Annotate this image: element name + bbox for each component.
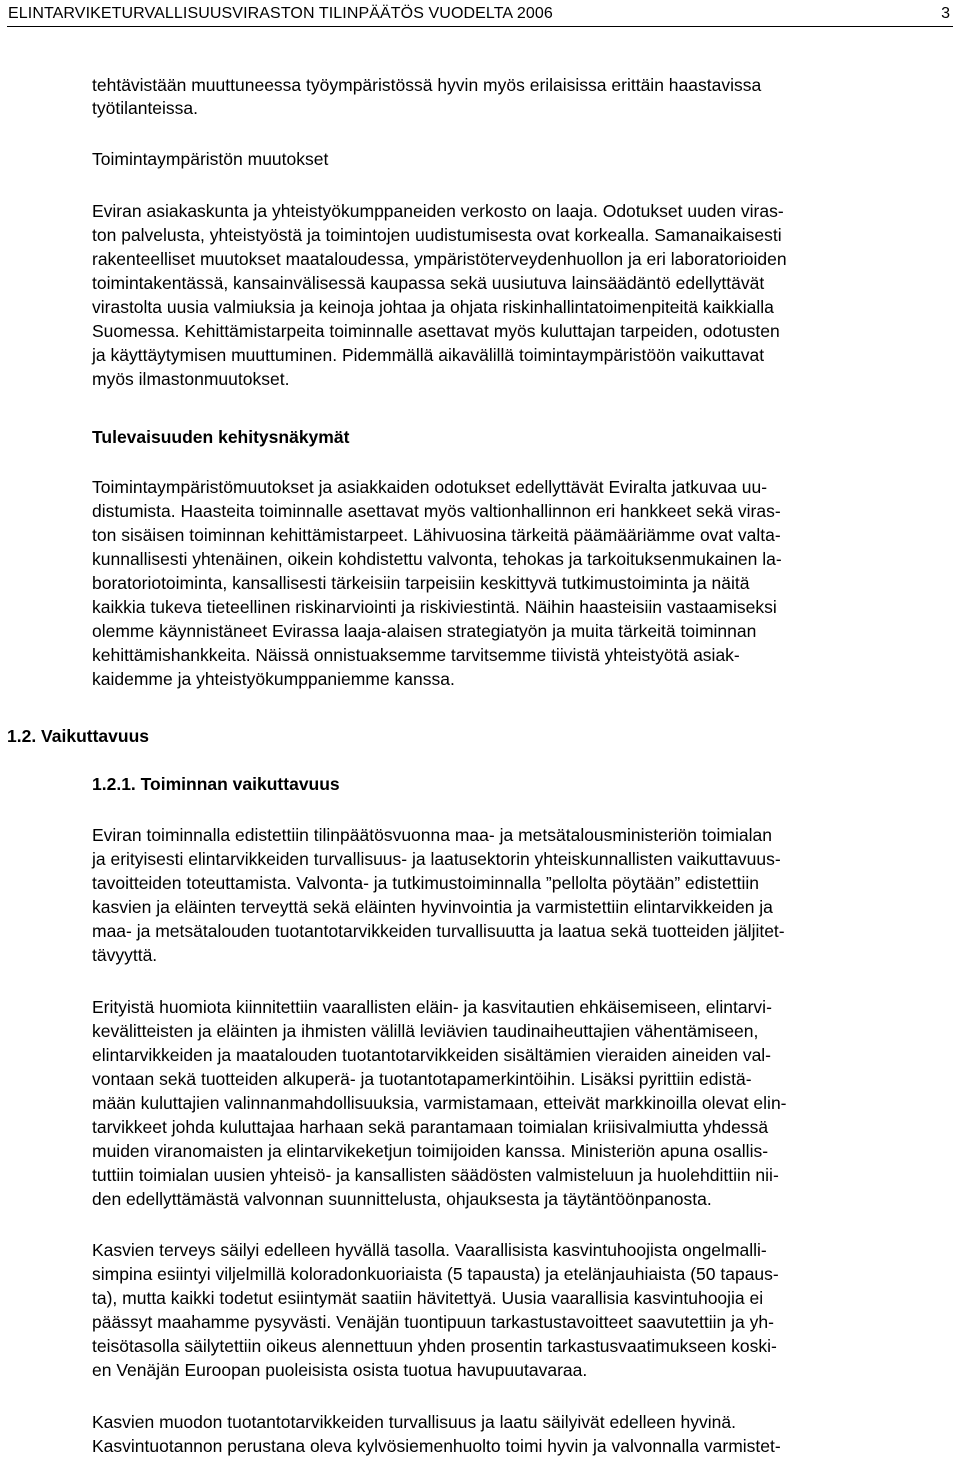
paragraph-line: päässyt maahamme pysyvästi. Venäjän tuontipuun tarkastustavoitteet saavutettiin ja yh- — [92, 1312, 774, 1332]
paragraph-line: den edellyttämästä valvonnan suunnittelusta, ohjauksesta ja täytäntöönpanosta. — [92, 1189, 712, 1209]
paragraph-line: tavoitteiden toteuttamista. Valvonta- ja tutkimustoiminnalla ”pellolta pöytään” edistettiin — [92, 873, 759, 893]
paragraph-line: olemme käynnistäneet Evirassa laaja-alaisen strategiatyön ja muita tärkeitä toiminnan — [92, 621, 757, 641]
paragraph-line: kaikkia tukeva tieteellinen riskinarviointi ja riskiviestintä. Näihin haasteisiin vastaamiseksi — [92, 597, 777, 617]
paragraph-line: Toimintaympäristömuutokset ja asiakkaiden odotukset edellyttävät Eviralta jatkuvaa uu- — [92, 477, 768, 497]
paragraph-line: ja erityisesti elintarvikkeiden turvallisuus- ja laatusektorin yhteiskunnallisten vaikuttavuus- — [92, 849, 781, 869]
paragraph-line: teisötasolla säilytettiin oikeus alennettuun yhden prosentin tarkastusvaatimukseen koski- — [92, 1336, 777, 1356]
paragraph-line: ton palvelusta, yhteistyöstä ja toimintojen uudistumisesta ovat korkealla. Samanaikaisesti — [92, 225, 782, 245]
paragraph-line: elintarvikkeiden ja maatalouden tuotantotarvikkeiden sisältämien vieraiden aineiden val- — [92, 1045, 772, 1065]
paragraph-line: tarvikkeet johda kuluttajaa harhaan sekä parantamaan toimialan kriisivalmiutta yhdessä — [92, 1117, 769, 1137]
chapter-heading: 1.2. Vaikuttavuus — [7, 726, 150, 746]
paragraph-line: toimintakentässä, kansainvälisessä kaupassa sekä uusiutuva lainsäädäntö edellyttävät — [92, 273, 765, 293]
paragraph-line: ja käyttäytymisen muuttuminen. Pidemmällä aikavälillä toimintaympäristöön vaikuttavat — [92, 345, 765, 365]
paragraph-line: Kasvintuotannon perustana oleva kylvösiemenhuolto toimi hyvin ja valvonnalla varmistet- — [92, 1436, 781, 1456]
paragraph-line: myös ilmastonmuutokset. — [92, 369, 290, 389]
paragraph-line: Eviran asiakaskunta ja yhteistyökumppaneiden verkosto on laaja. Odotukset uuden viras- — [92, 201, 784, 221]
paragraph-line: vontaan sekä tuotteiden alkuperä- ja tuotantotapamerkintöihin. Lisäksi pyrittiin edistä- — [92, 1069, 752, 1089]
paragraph-line: Kasvien terveys säilyi edelleen hyvällä tasolla. Vaarallisista kasvintuhoojista ongelmalli- — [92, 1240, 767, 1260]
paragraph-line: työtilanteissa. — [92, 98, 199, 118]
paragraph-line: Kasvien muodon tuotantotarvikkeiden turvallisuus ja laatu säilyivät edelleen hyvinä. — [92, 1412, 736, 1432]
paragraph-line: tuttiin toimialan uusien yhteisö- ja kansallisten säädösten valmisteluun ja huolehdittiin nii- — [92, 1165, 779, 1185]
paragraph-line: tävyyttä. — [92, 945, 158, 965]
page-header — [7, 4, 953, 27]
paragraph-line: ton sisäisen toiminnan kehittämistarpeet. Lähivuosina tärkeitä päämääriämme ovat valta- — [92, 525, 781, 545]
paragraph-line: virastolta uusia valmiuksia ja keinoja johtaa ja ohjata riskinhallintatoimenpiteitä kaikkialla — [92, 297, 774, 317]
paragraph-line: boratoriotoiminta, kansallisesti tärkeisiin tarpeisiin keskittyvä tutkimustoiminta ja näitä — [92, 573, 750, 593]
paragraph-line: kunnallisesti yhtenäinen, oikein kohdistettu valvonta, tehokas ja tarkoituksenmukainen la- — [92, 549, 782, 569]
paragraph-line: Eviran toiminnalla edistettiin tilinpäätösvuonna maa- ja metsätalousministeriön toimialan — [92, 825, 772, 845]
paragraph-line: kevälitteisten ja eläinten ja ihmisten välillä leviävien taudinaiheuttajien vähentämiseen, — [92, 1021, 759, 1041]
paragraph-line: tehtävistään muuttuneessa työympäristössä hyvin myös erilaisissa erittäin haastavissa — [92, 75, 762, 95]
paragraph-line: rakenteelliset muutokset maataloudessa, ympäristöterveydenhuollon ja eri laboratorioiden — [92, 249, 787, 269]
paragraph-line: mään kuluttajien valinnanmahdollisuuksia, varmistamaan, etteivät markkinoilla olevat elin- — [92, 1093, 787, 1113]
paragraph-line: en Venäjän Euroopan puoleisista osista tuotua havupuutavaraa. — [92, 1360, 588, 1380]
paragraph-line: Erityistä huomiota kiinnitettiin vaarallisten eläin- ja kasvitautien ehkäisemiseen, elintarvi- — [92, 997, 772, 1017]
subsection-heading: 1.2.1. Toiminnan vaikuttavuus — [92, 774, 340, 794]
paragraph-line: kehittämishankkeita. Näissä onnistuaksemme tarvitsemme tiivistä yhteistyötä asiak- — [92, 645, 740, 665]
paragraph-line: kasvien ja eläinten terveyttä sekä eläinten hyvinvointia ja varmistettiin elintarvikkeiden ja — [92, 897, 773, 917]
paragraph-line: kaidemme ja yhteistyökumppaniemme kanssa. — [92, 669, 455, 689]
paragraph-line: simpina esiintyi viljelmillä koloradonkuoriaista (5 tapausta) ja etelänjauhiaista (50 tapaus- — [92, 1264, 779, 1284]
section-heading: Tulevaisuuden kehitysnäkymät — [92, 427, 350, 447]
paragraph-line: maa- ja metsätalouden tuotantotarvikkeiden turvallisuutta ja laatua sekä tuotteiden jäljitet- — [92, 921, 785, 941]
page-number: 3 — [941, 5, 950, 22]
section-heading: Toimintaympäristön muutokset — [92, 149, 329, 169]
paragraph-line: muiden viranomaisten ja elintarvikeketjun toimijoiden kanssa. Ministeriön apuna osallis- — [92, 1141, 769, 1161]
header-title: ELINTARVIKETURVALLISUUSVIRASTON TILINPÄÄTÖS VUODELTA 2006 — [8, 5, 553, 22]
paragraph-line: ta), mutta kaikki todetut esiintymät saatiin hävitettyä. Uusia vaarallisia kasvintuhoojia ei — [92, 1288, 764, 1308]
paragraph-line: distumista. Haasteita toiminnalle asettavat myös valtionhallinnon eri hankkeet sekä viras- — [92, 501, 781, 521]
paragraph-line: Suomessa. Kehittämistarpeita toiminnalle asettavat myös kuluttajan tarpeiden, odotusten — [92, 321, 780, 341]
